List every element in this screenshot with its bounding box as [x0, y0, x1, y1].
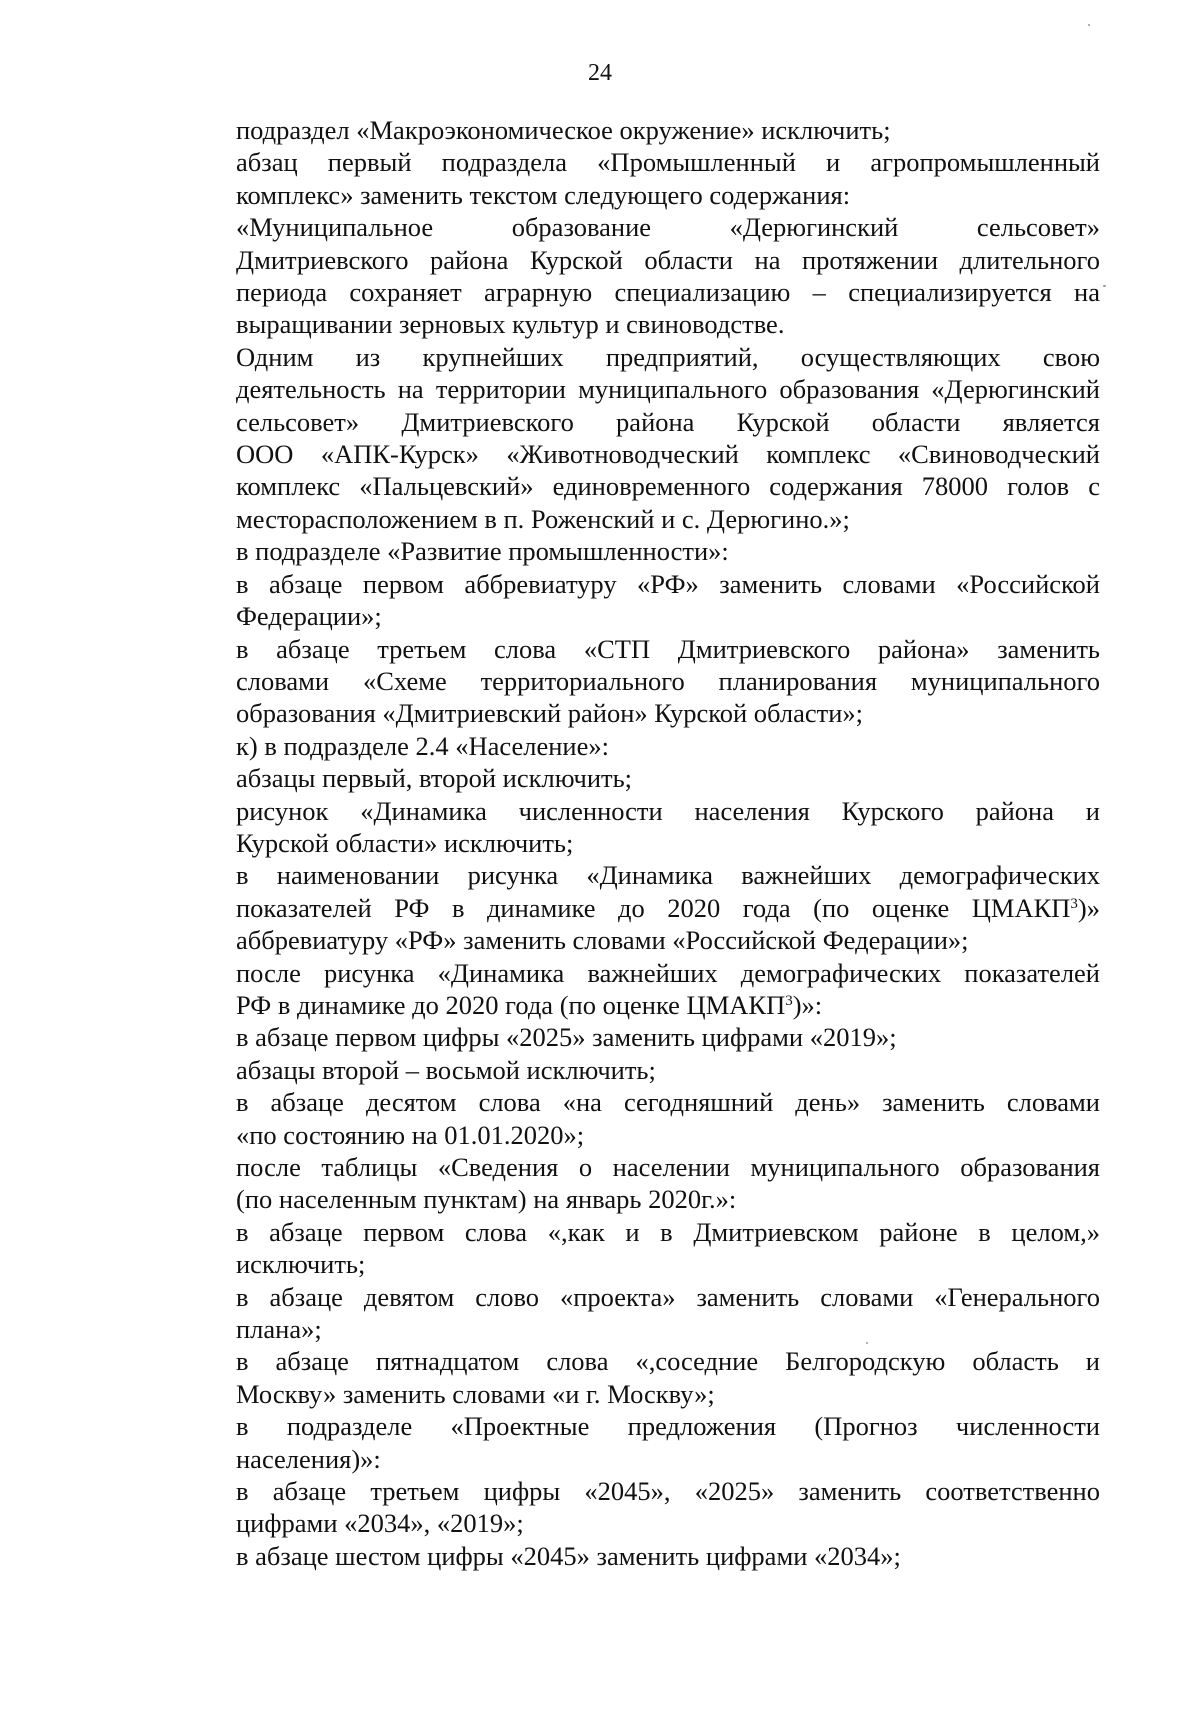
text-line: показателей РФ в динамике до 2020 года (по оценке ЦМАКП$^3$)» [236, 892, 1100, 923]
text-line: рисунок «Динамика численности населения Курского района и [236, 795, 1100, 826]
paragraph: к) в подразделе 2.4 «Население»: [236, 730, 609, 761]
text-line: Одним из крупнейших предприятий, осуществляющих свою [236, 341, 1100, 372]
paragraph [163, 1281, 1100, 1346]
paragraph [163, 568, 1100, 633]
text-line: в абзаце третьем слова «СТП Дмитриевского района» заменить [236, 633, 1100, 664]
document-body [163, 114, 1100, 1572]
paragraph: подраздел «Макроэкономическое окружение» исключить; [236, 115, 891, 145]
paragraph [163, 341, 1100, 535]
text-line: (по населенным пунктам) на январь 2020г.»: [236, 1184, 737, 1215]
paragraph [163, 957, 1100, 1022]
scan-speck [1088, 24, 1090, 26]
text-line: комплекс» заменить текстом следующего содержания: [236, 179, 851, 210]
text-line: в абзаце третьем цифры «2045», «2025» заменить соответственно [236, 1476, 1100, 1507]
text-line: цифрами «2034», «2019»; [236, 1508, 524, 1539]
text-line: «по состоянию на 01.01.2020»; [236, 1119, 585, 1150]
text-line: ООО «АПК-Курск» «Животноводческий комплекс «Свиноводческий [236, 439, 1100, 470]
paragraph [163, 633, 1100, 730]
scan-speck [1103, 285, 1106, 287]
text-line: в абзаце первом аббревиатуру «РФ» заменить словами «Российской [236, 568, 1100, 599]
paragraph [163, 1151, 1100, 1216]
text-line: РФ в динамике до 2020 года (по оценке ЦМАКП$^3$)»: [236, 989, 823, 1020]
text-line: в наименовании рисунка «Динамика важнейших демографических [236, 860, 1100, 891]
paragraph [163, 1345, 1100, 1410]
text-line: плана»; [236, 1314, 322, 1345]
text-line: словами «Схеме территориального планирования муниципального [236, 665, 1100, 696]
text-line: деятельность на территории муниципального образования «Дерюгинский [236, 374, 1100, 405]
text-line: Федерации»; [236, 601, 382, 632]
paragraph: в абзаце шестом цифры «2045» заменить цифрами «2034»; [236, 1540, 901, 1571]
text-line: абзац первый подраздела «Промышленный и агропромышленный [236, 147, 1100, 178]
text-line: исключить; [236, 1249, 366, 1280]
paragraph: абзацы второй – восьмой исключить; [236, 1054, 656, 1085]
scan-speck [866, 1342, 868, 1344]
text-line: в абзаце первом слова «,как и в Дмитриевском районе в целом,» [236, 1216, 1100, 1247]
text-line: сельсовет» Дмитриевского района Курской области является [236, 406, 1100, 437]
text-line: населения)»: [236, 1443, 381, 1474]
text-line: образования «Дмитриевский район» Курской области»; [236, 698, 863, 729]
paragraph [163, 795, 1100, 860]
text-line: периода сохраняет аграрную специализацию – специализируется на [236, 277, 1100, 308]
footnote-mark: 3 [785, 992, 793, 1009]
text-line: выращивании зерновых культур и свиноводстве. [236, 309, 785, 340]
paragraph: в подразделе «Развитие промышленности»: [236, 536, 729, 567]
paragraph [163, 146, 1100, 211]
paragraph [163, 1475, 1100, 1540]
page-number: 24 [588, 60, 612, 86]
text-line: Москву» заменить словами «и г. Москву»; [236, 1378, 715, 1409]
paragraph: абзацы первый, второй исключить; [236, 763, 633, 794]
text-line: в подразделе «Проектные предложения (Прогноз численности [236, 1411, 1100, 1442]
text-line: в абзаце десятом слова «на сегодняшний день» заменить словами [236, 1087, 1100, 1118]
text-line: месторасположением в п. Роженский и с. Дерюгино.»; [236, 503, 850, 534]
paragraph [163, 1410, 1100, 1475]
paragraph [163, 1086, 1100, 1151]
paragraph: в абзаце первом цифры «2025» заменить цифрами «2019»; [236, 1022, 897, 1053]
text-line: в абзаце девятом слово «проекта» заменить словами «Генерального [236, 1281, 1100, 1312]
text-line: Курской области» исключить; [236, 827, 574, 858]
paragraph [163, 211, 1100, 341]
text-line: в абзаце пятнадцатом слова «,соседние Белгородскую область и [236, 1346, 1100, 1377]
text-line: комплекс «Пальцевский» единовременного содержания 78000 голов с [236, 471, 1100, 502]
footnote-mark: 3 [1070, 895, 1078, 912]
paragraph [163, 859, 1100, 956]
text-line: аббревиатуру «РФ» заменить словами «Российской Федерации»; [236, 925, 969, 956]
paragraph [163, 1216, 1100, 1281]
text-line: после рисунка «Динамика важнейших демографических показателей [236, 957, 1100, 988]
text-line: после таблицы «Сведения о населении муниципального образования [236, 1152, 1100, 1182]
text-line: «Муниципальное образование «Дерюгинский сельсовет» [236, 212, 1100, 243]
text-line: Дмитриевского района Курской области на протяжении длительного [236, 244, 1100, 275]
